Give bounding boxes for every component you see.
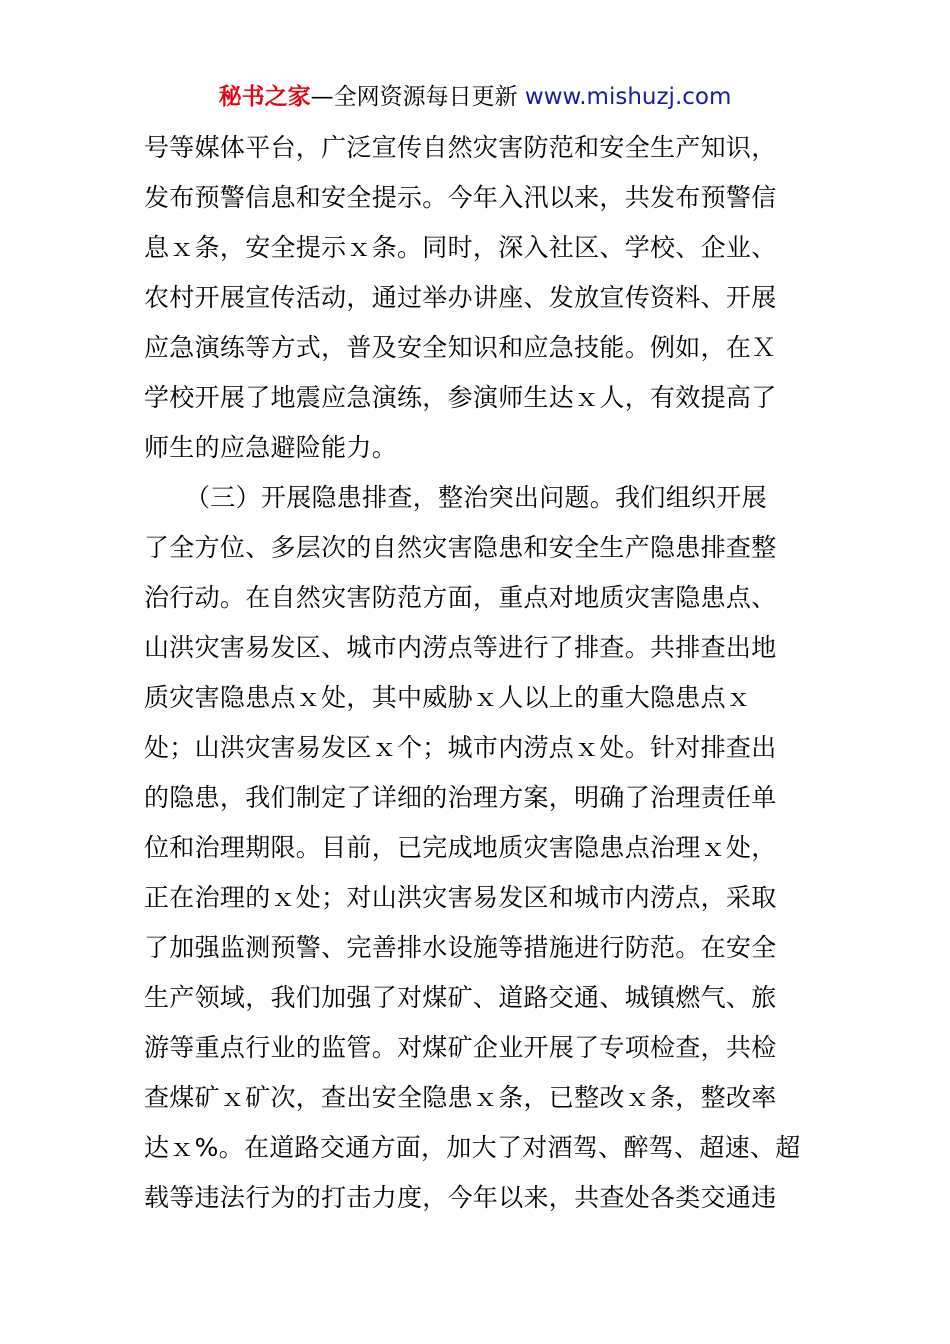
text-line: 农村开展宣传活动，通过举办讲座、发放宣传资料、开展 (144, 283, 777, 312)
text-line: 治行动。在自然灾害防范方面，重点对地质灾害隐患点、 (144, 583, 777, 612)
text-line: 质灾害隐患点ｘ处，其中威胁ｘ人以上的重大隐患点ｘ (144, 683, 752, 712)
text-line: 位和治理期限。目前，已完成地质灾害隐患点治理ｘ处， (144, 833, 777, 862)
text-line: 的隐患，我们制定了详细的治理方案，明确了治理责任单 (144, 783, 777, 812)
header-tagline: —全网资源每日更新 (310, 84, 525, 110)
text-line: 了加强监测预警、完善排水设施等措施进行防范。在安全 (144, 933, 777, 962)
text-line: 发布预警信息和安全提示。今年入汛以来，共发布预警信 (144, 183, 777, 212)
brand-name: 秘书之家 (218, 84, 311, 110)
text-line: 应急演练等方式，普及安全知识和应急技能。例如，在Ｘ (144, 333, 777, 362)
text-line: 查煤矿ｘ矿次，查出安全隐患ｘ条，已整改ｘ条，整改率 (144, 1083, 777, 1112)
text-line: 息ｘ条，安全提示ｘ条。同时，深入社区、学校、企业、 (144, 233, 777, 262)
document-body (144, 123, 814, 1223)
text-line: 载等违法行为的打击力度，今年以来，共查处各类交通违 (144, 1183, 777, 1212)
section-heading-line: （三）开展隐患排查，整治突出问题。我们组织开展 (185, 483, 767, 512)
text-line: 师生的应急避险能力。 (144, 433, 398, 462)
text-line: 学校开展了地震应急演练，参演师生达ｘ人，有效提高了 (144, 383, 777, 412)
page-header (0, 80, 950, 114)
text-line: 达ｘ%。在道路交通方面，加大了对酒驾、醉驾、超速、超 (144, 1133, 801, 1162)
text-line: 处；山洪灾害易发区ｘ个；城市内涝点ｘ处。针对排查出 (144, 733, 777, 762)
text-line: 了全方位、多层次的自然灾害隐患和安全生产隐患排查整 (144, 533, 777, 562)
text-line: 山洪灾害易发区、城市内涝点等进行了排查。共排查出地 (144, 633, 777, 662)
text-line: 号等媒体平台，广泛宣传自然灾害防范和安全生产知识， (144, 133, 777, 162)
text-line: 正在治理的ｘ处；对山洪灾害易发区和城市内涝点，采取 (144, 883, 777, 912)
text-line: 生产领域，我们加强了对煤矿、道路交通、城镇燃气、旅 (144, 983, 777, 1012)
site-url[interactable]: www.mishuzj.com (524, 84, 732, 110)
text-line: 游等重点行业的监管。对煤矿企业开展了专项检查，共检 (144, 1033, 777, 1062)
